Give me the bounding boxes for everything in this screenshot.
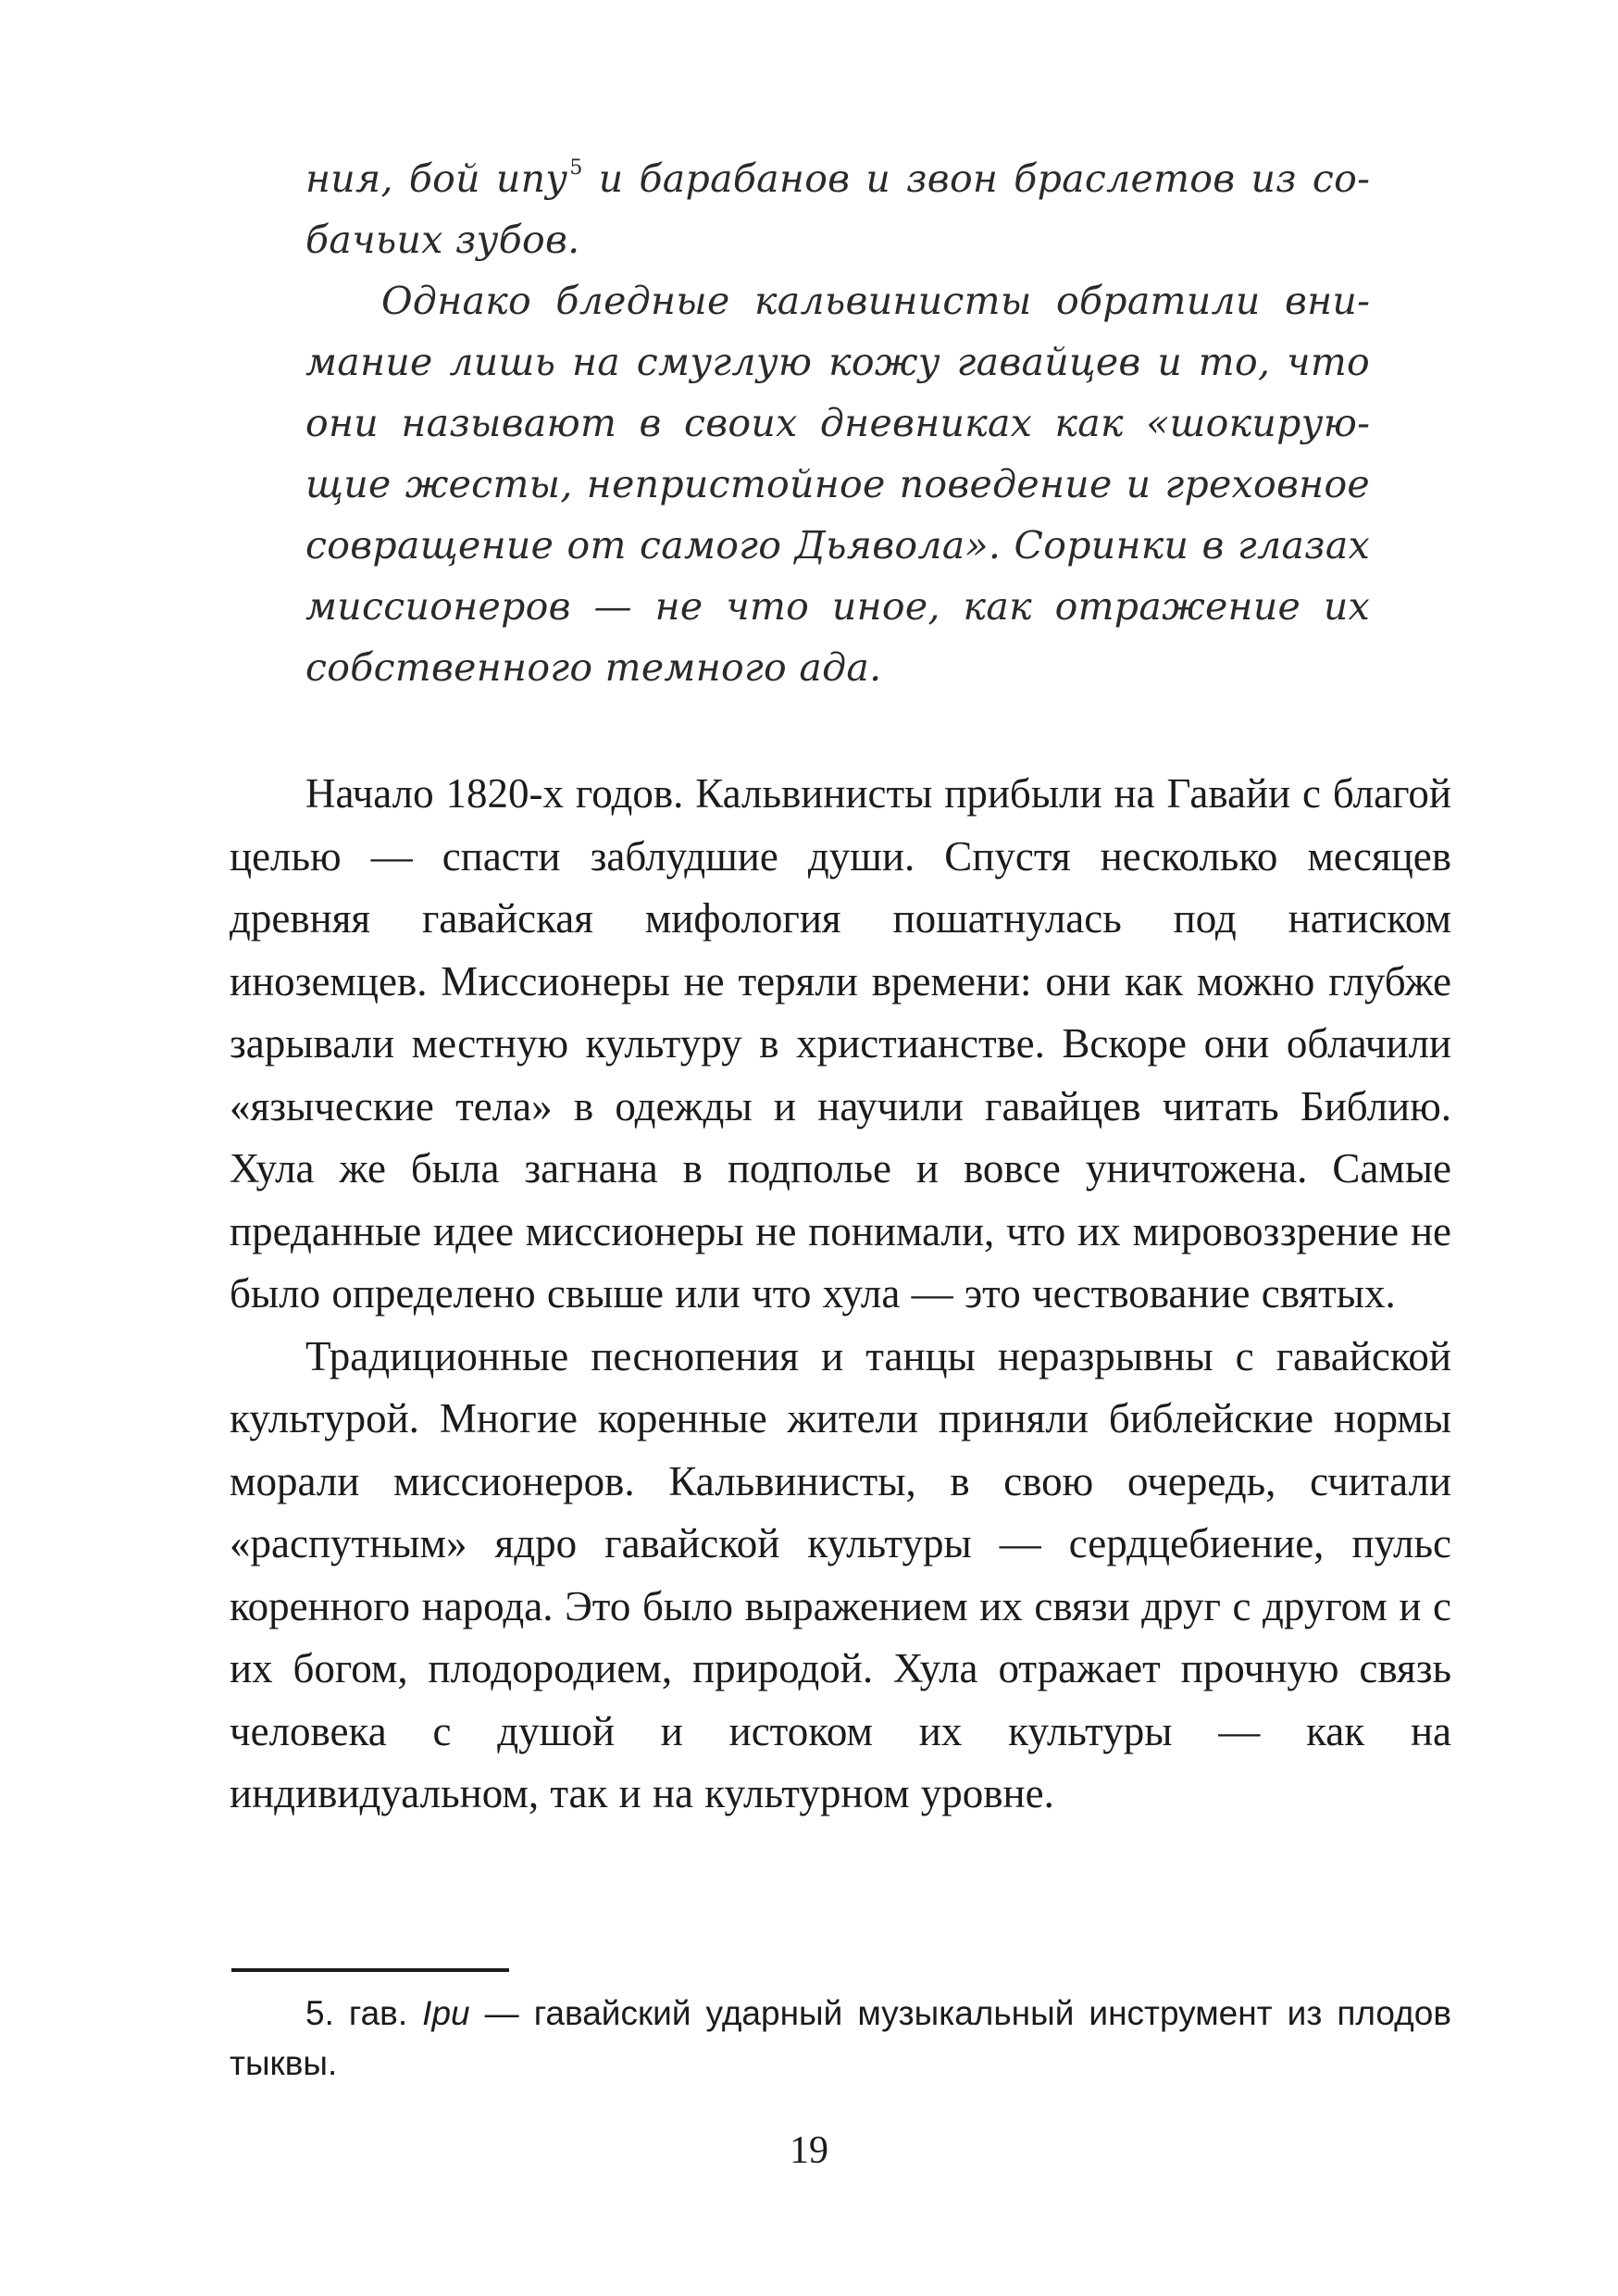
body-paragraph-1: Начало 1820-х годов. Кальвинисты прибыли на Гавайи с благой целью — спасти заблудшие души. Спустя несколько месяцев древняя гавайская мифология пошатнулась под натиском иноземцев. Миссионеры не теряли времени: они как можно глубже зарывали местную культуру в христианстве. Вскоре они облачили «языческие тела» в одежды и научили гавайцев читать Библию. Хула же была загнана в подполье и вовсе уничтожена. Самые преданные идее миссионеры не понимали, что их мировоззрение не было определено свыше или что хула — это чествование святых. xyxy=(230,770,1451,1316)
epigraph-paragraph-2: Однако бледные кальвинисты обратили внимание лишь на смуглую кожу гавайцев и то, что они называют в своих дневниках как «шокирующие жесты, непристойное поведение и греховное совращение от самого Дьявола». Соринки в глазах миссионеров — не что иное, как отражение их собственного темного ада. xyxy=(305,279,1370,690)
epigraph-paragraph-1 xyxy=(305,148,1370,270)
footnote-term: Ipu xyxy=(422,1994,470,2032)
footnote-separator xyxy=(231,1968,509,1972)
footnote-5 xyxy=(230,1989,1451,2089)
footnote xyxy=(230,1989,1451,2089)
body-paragraph-2: Традиционные песнопения и танцы неразрывны с гавайской культурой. Многие коренные жители приняли библейские нормы морали миссионеров. Кальвинисты, в свою очередь, считали «распутным» ядро гавайской культуры — сердцебиение, пульс коренного народа. Это было выражением их связи друг с другом и с их богом, плодородием, природой. Хула отражает прочную связь человека с душой и истоком их культуры — как на индивидуальном, так и на культурном уровне. xyxy=(230,1332,1451,1816)
main-text xyxy=(230,763,1451,1826)
footnote-reference-5[interactable]: 5 xyxy=(569,156,583,181)
page-number: 19 xyxy=(790,2129,828,2172)
epigraph-p1-text-a: ния, бой ипу xyxy=(305,156,568,201)
italic-epigraph xyxy=(305,148,1370,698)
footnote-text: — гавайский ударный музыкальный инструмент из плодов тыквы. xyxy=(230,1994,1451,2082)
epigraph-p1-text-b: и барабанов и звон браслетов из собачьих зубов. xyxy=(305,156,1370,262)
footnote-number: 5. гав. xyxy=(305,1994,423,2032)
